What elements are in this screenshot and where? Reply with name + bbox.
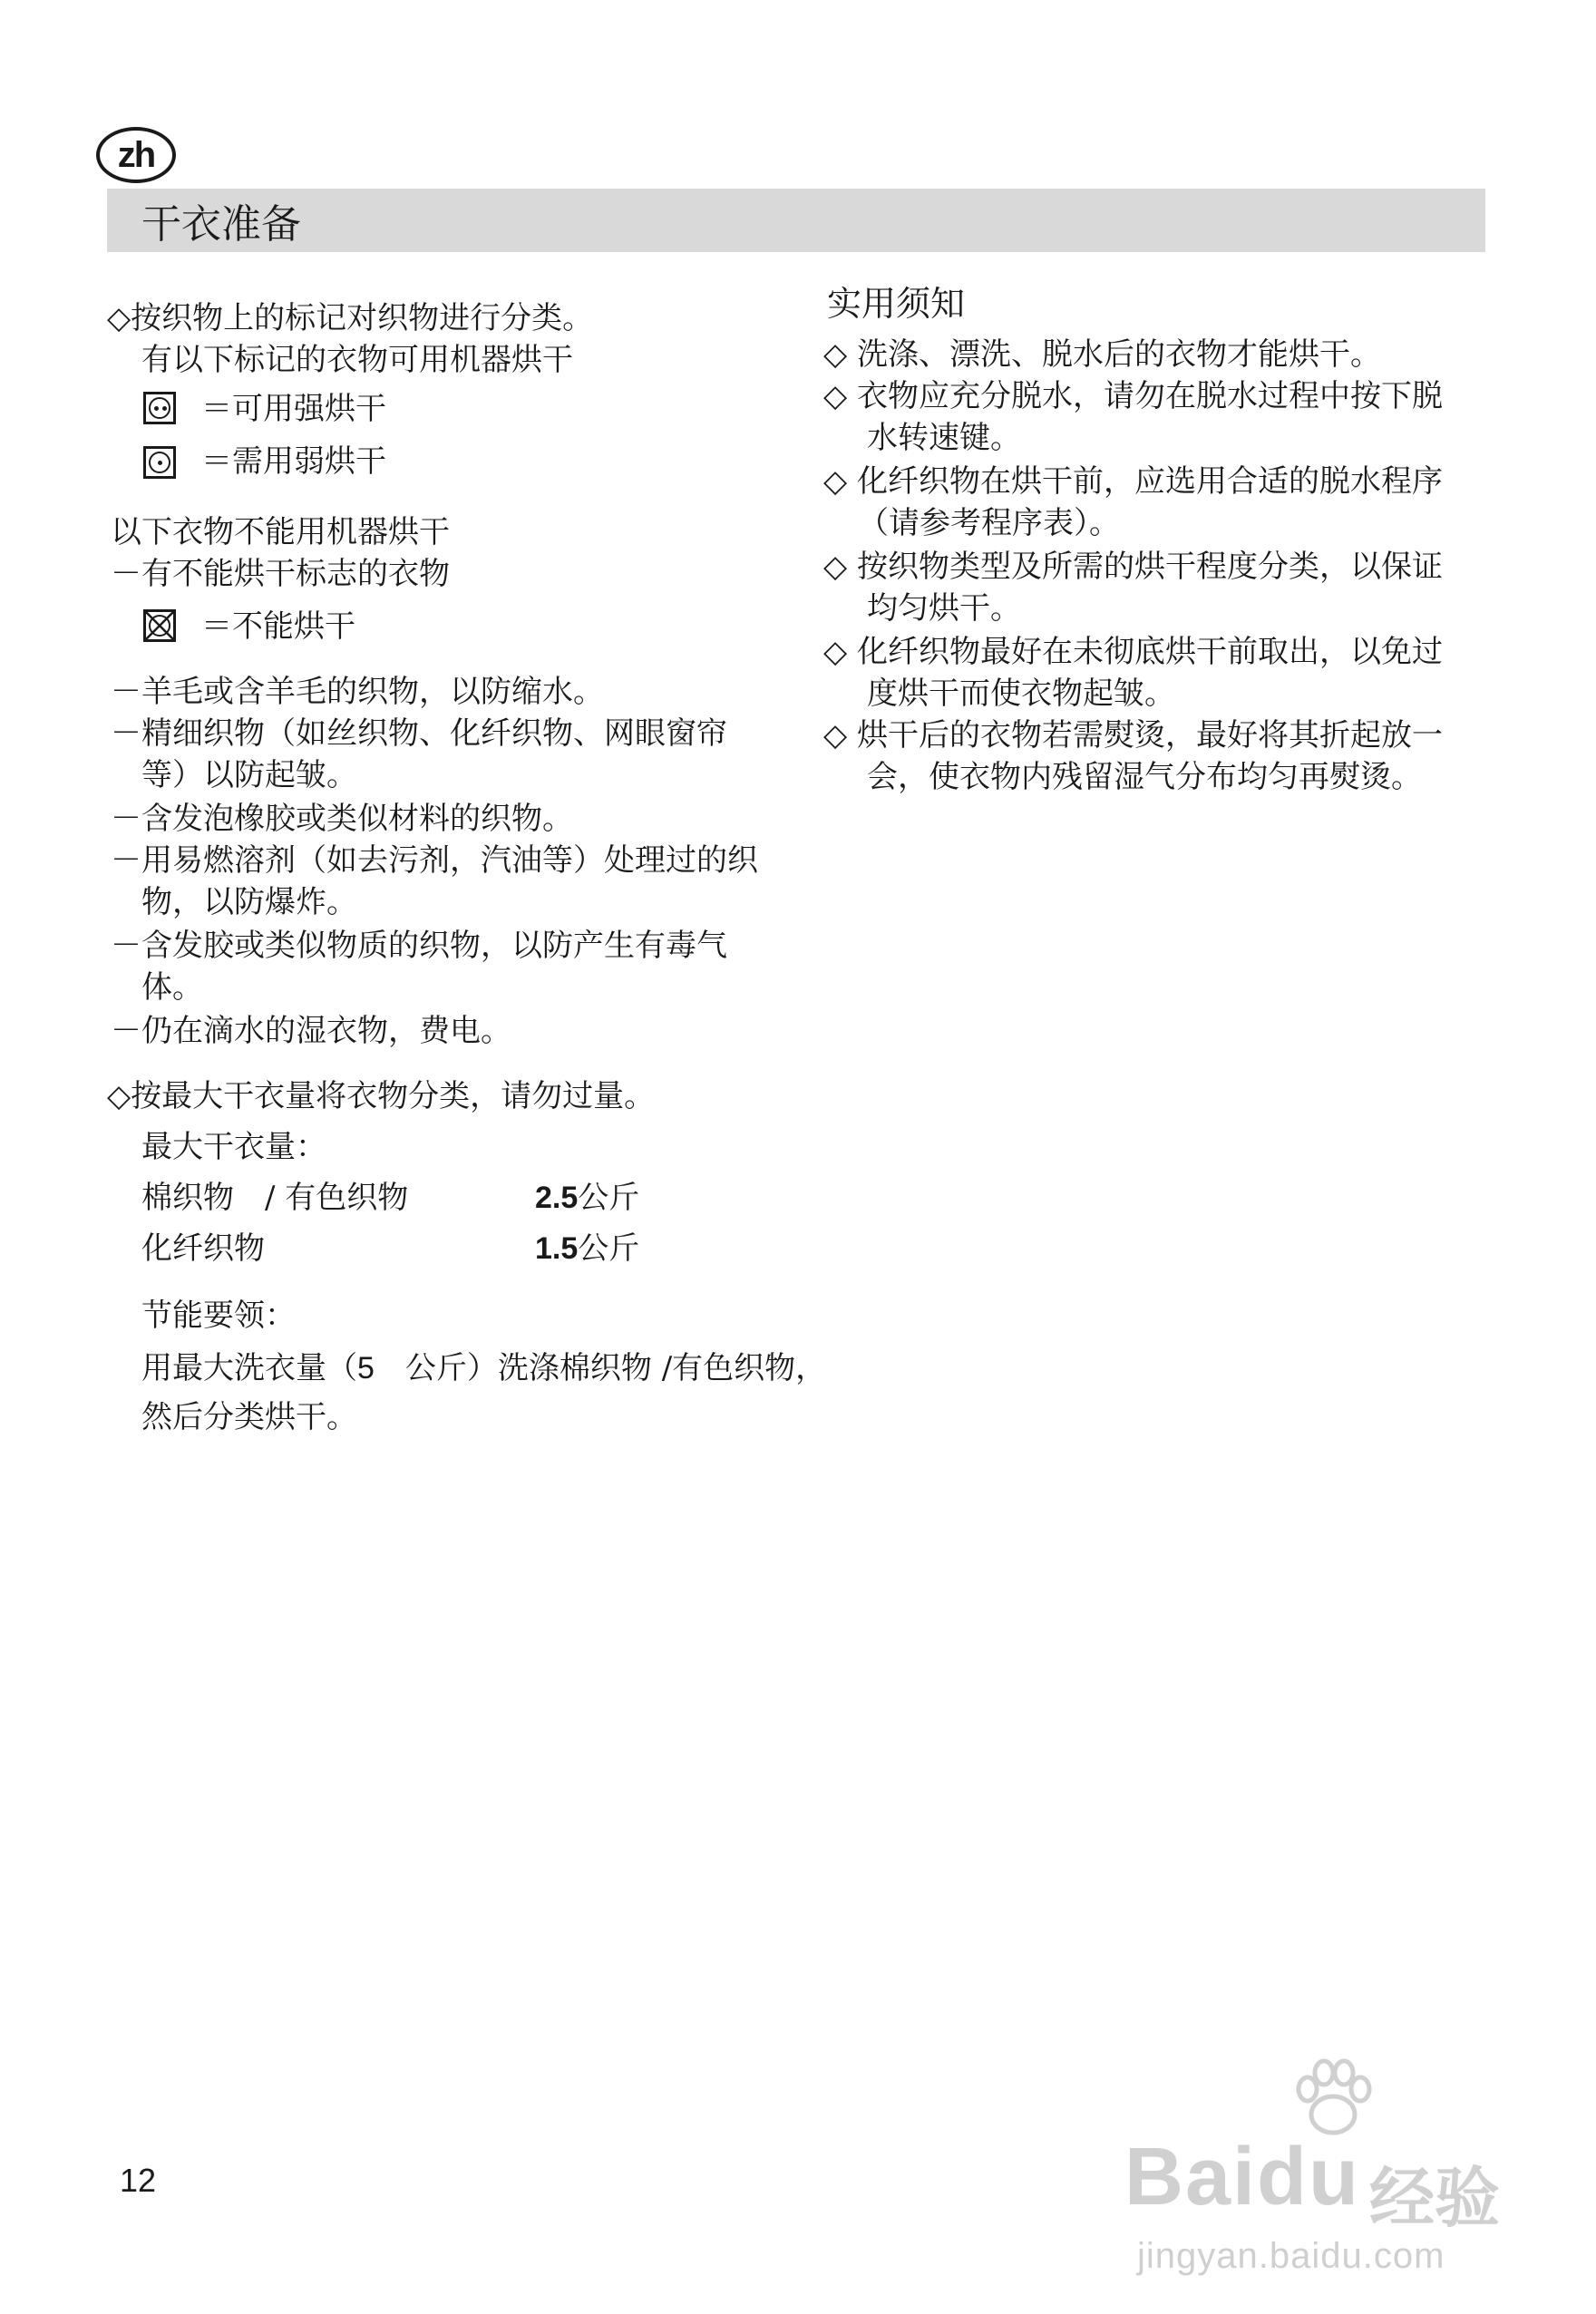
energy-title: 节能要领： — [141, 1298, 296, 1334]
excluded-item-cont: 体。 — [141, 969, 203, 1006]
load-instruction: ◇按最大干衣量将衣物分类，请勿过量。 — [107, 1078, 656, 1114]
excluded-item: －含发胶或类似物质的织物，以防产生有毒气 — [111, 928, 727, 964]
tip-item-cont: 水转速键。 — [867, 420, 1021, 456]
tip-item-cont: 均匀烘干。 — [867, 590, 1021, 627]
load-value: 1.5 — [535, 1231, 579, 1266]
excluded-item: －含发泡橡胶或类似材料的织物。 — [111, 801, 573, 837]
watermark-brand-cn: 经验 — [1369, 2160, 1501, 2236]
excluded-item: －用易燃溶剂（如去污剂，汽油等）处理过的织 — [111, 842, 758, 879]
tips-title: 实用须知 — [827, 284, 966, 324]
symbol-high-text: ＝可用强烘干 — [201, 391, 386, 427]
no-symbol-item: －有不能烘干标志的衣物 — [111, 556, 450, 592]
watermark — [1124, 2058, 1523, 2294]
watermark-brand: Baidu — [1124, 2132, 1361, 2222]
load-row-fabric: 化纤织物 — [141, 1230, 265, 1267]
section-title: 干衣准备 — [141, 201, 301, 248]
energy-text-part: 用最大洗衣量（ — [141, 1350, 357, 1386]
language-code: zh — [117, 134, 155, 175]
tumble-dry-high-icon — [143, 392, 176, 424]
page-number: 12 — [120, 2162, 157, 2199]
sort-instruction: ◇按织物上的标记对织物进行分类。 — [107, 300, 594, 336]
load-row-fabric: 棉织物 / 有色织物 — [141, 1180, 409, 1216]
tip-item-cont: 会，使衣物内残留湿气分布均匀再熨烫。 — [867, 759, 1422, 795]
tip-item: ◇ 衣物应充分脱水，请勿在脱水过程中按下脱 — [823, 378, 1443, 414]
tip-item-cont: （请参考程序表）。 — [858, 505, 1120, 541]
load-value: 2.5 — [535, 1181, 579, 1215]
tip-item-cont: 度烘干而使衣物起皱。 — [867, 676, 1175, 712]
tip-item: ◇ 化纤织物在烘干前，应选用合适的脱水程序 — [823, 463, 1443, 500]
excluded-item: －仍在滴水的湿衣物，费电。 — [111, 1013, 511, 1049]
paw-icon — [1288, 2058, 1378, 2140]
energy-text-line2: 然后分类烘干。 — [141, 1399, 357, 1435]
symbol-low-text: ＝需用弱烘干 — [201, 443, 386, 480]
excluded-item-cont: 物，以防爆炸。 — [141, 884, 357, 920]
tumble-dry-low-icon — [143, 446, 176, 479]
do-not-tumble-dry-icon — [143, 609, 176, 642]
load-unit: 公斤 — [578, 1180, 640, 1216]
watermark-url: jingyan.baidu.com — [1137, 2236, 1445, 2276]
load-unit: 公斤 — [578, 1230, 640, 1267]
excluded-item-cont: 等）以防起皱。 — [141, 757, 357, 793]
max-load-label: 最大干衣量： — [141, 1129, 326, 1165]
excluded-item: －精细织物（如丝织物、化纤织物、网眼窗帘 — [111, 715, 727, 752]
tip-item: ◇ 洗涤、漂洗、脱水后的衣物才能烘干。 — [823, 336, 1381, 373]
section-header — [107, 189, 1485, 252]
tip-item: ◇ 烘干后的衣物若需熨烫，最好将其折起放一 — [823, 717, 1443, 754]
energy-text-part: 公斤）洗涤棉织物 /有色织物， — [374, 1350, 827, 1386]
symbol-not-allowed-text: ＝不能烘干 — [201, 608, 355, 645]
tip-item: ◇ 按织物类型及所需的烘干程度分类，以保证 — [823, 549, 1443, 585]
load-row-amount — [535, 1230, 639, 1268]
can-dry-intro: 有以下标记的衣物可用机器烘干 — [141, 342, 573, 378]
language-badge — [96, 127, 176, 183]
cannot-dry-intro: 以下衣物不能用机器烘干 — [111, 514, 450, 550]
energy-wash-load: 5 — [357, 1351, 375, 1385]
excluded-item: －羊毛或含羊毛的织物，以防缩水。 — [111, 674, 604, 710]
load-row-amount — [535, 1179, 639, 1217]
tip-item: ◇ 化纤织物最好在未彻底烘干前取出，以免过 — [823, 634, 1443, 670]
energy-text-line1 — [141, 1349, 826, 1387]
